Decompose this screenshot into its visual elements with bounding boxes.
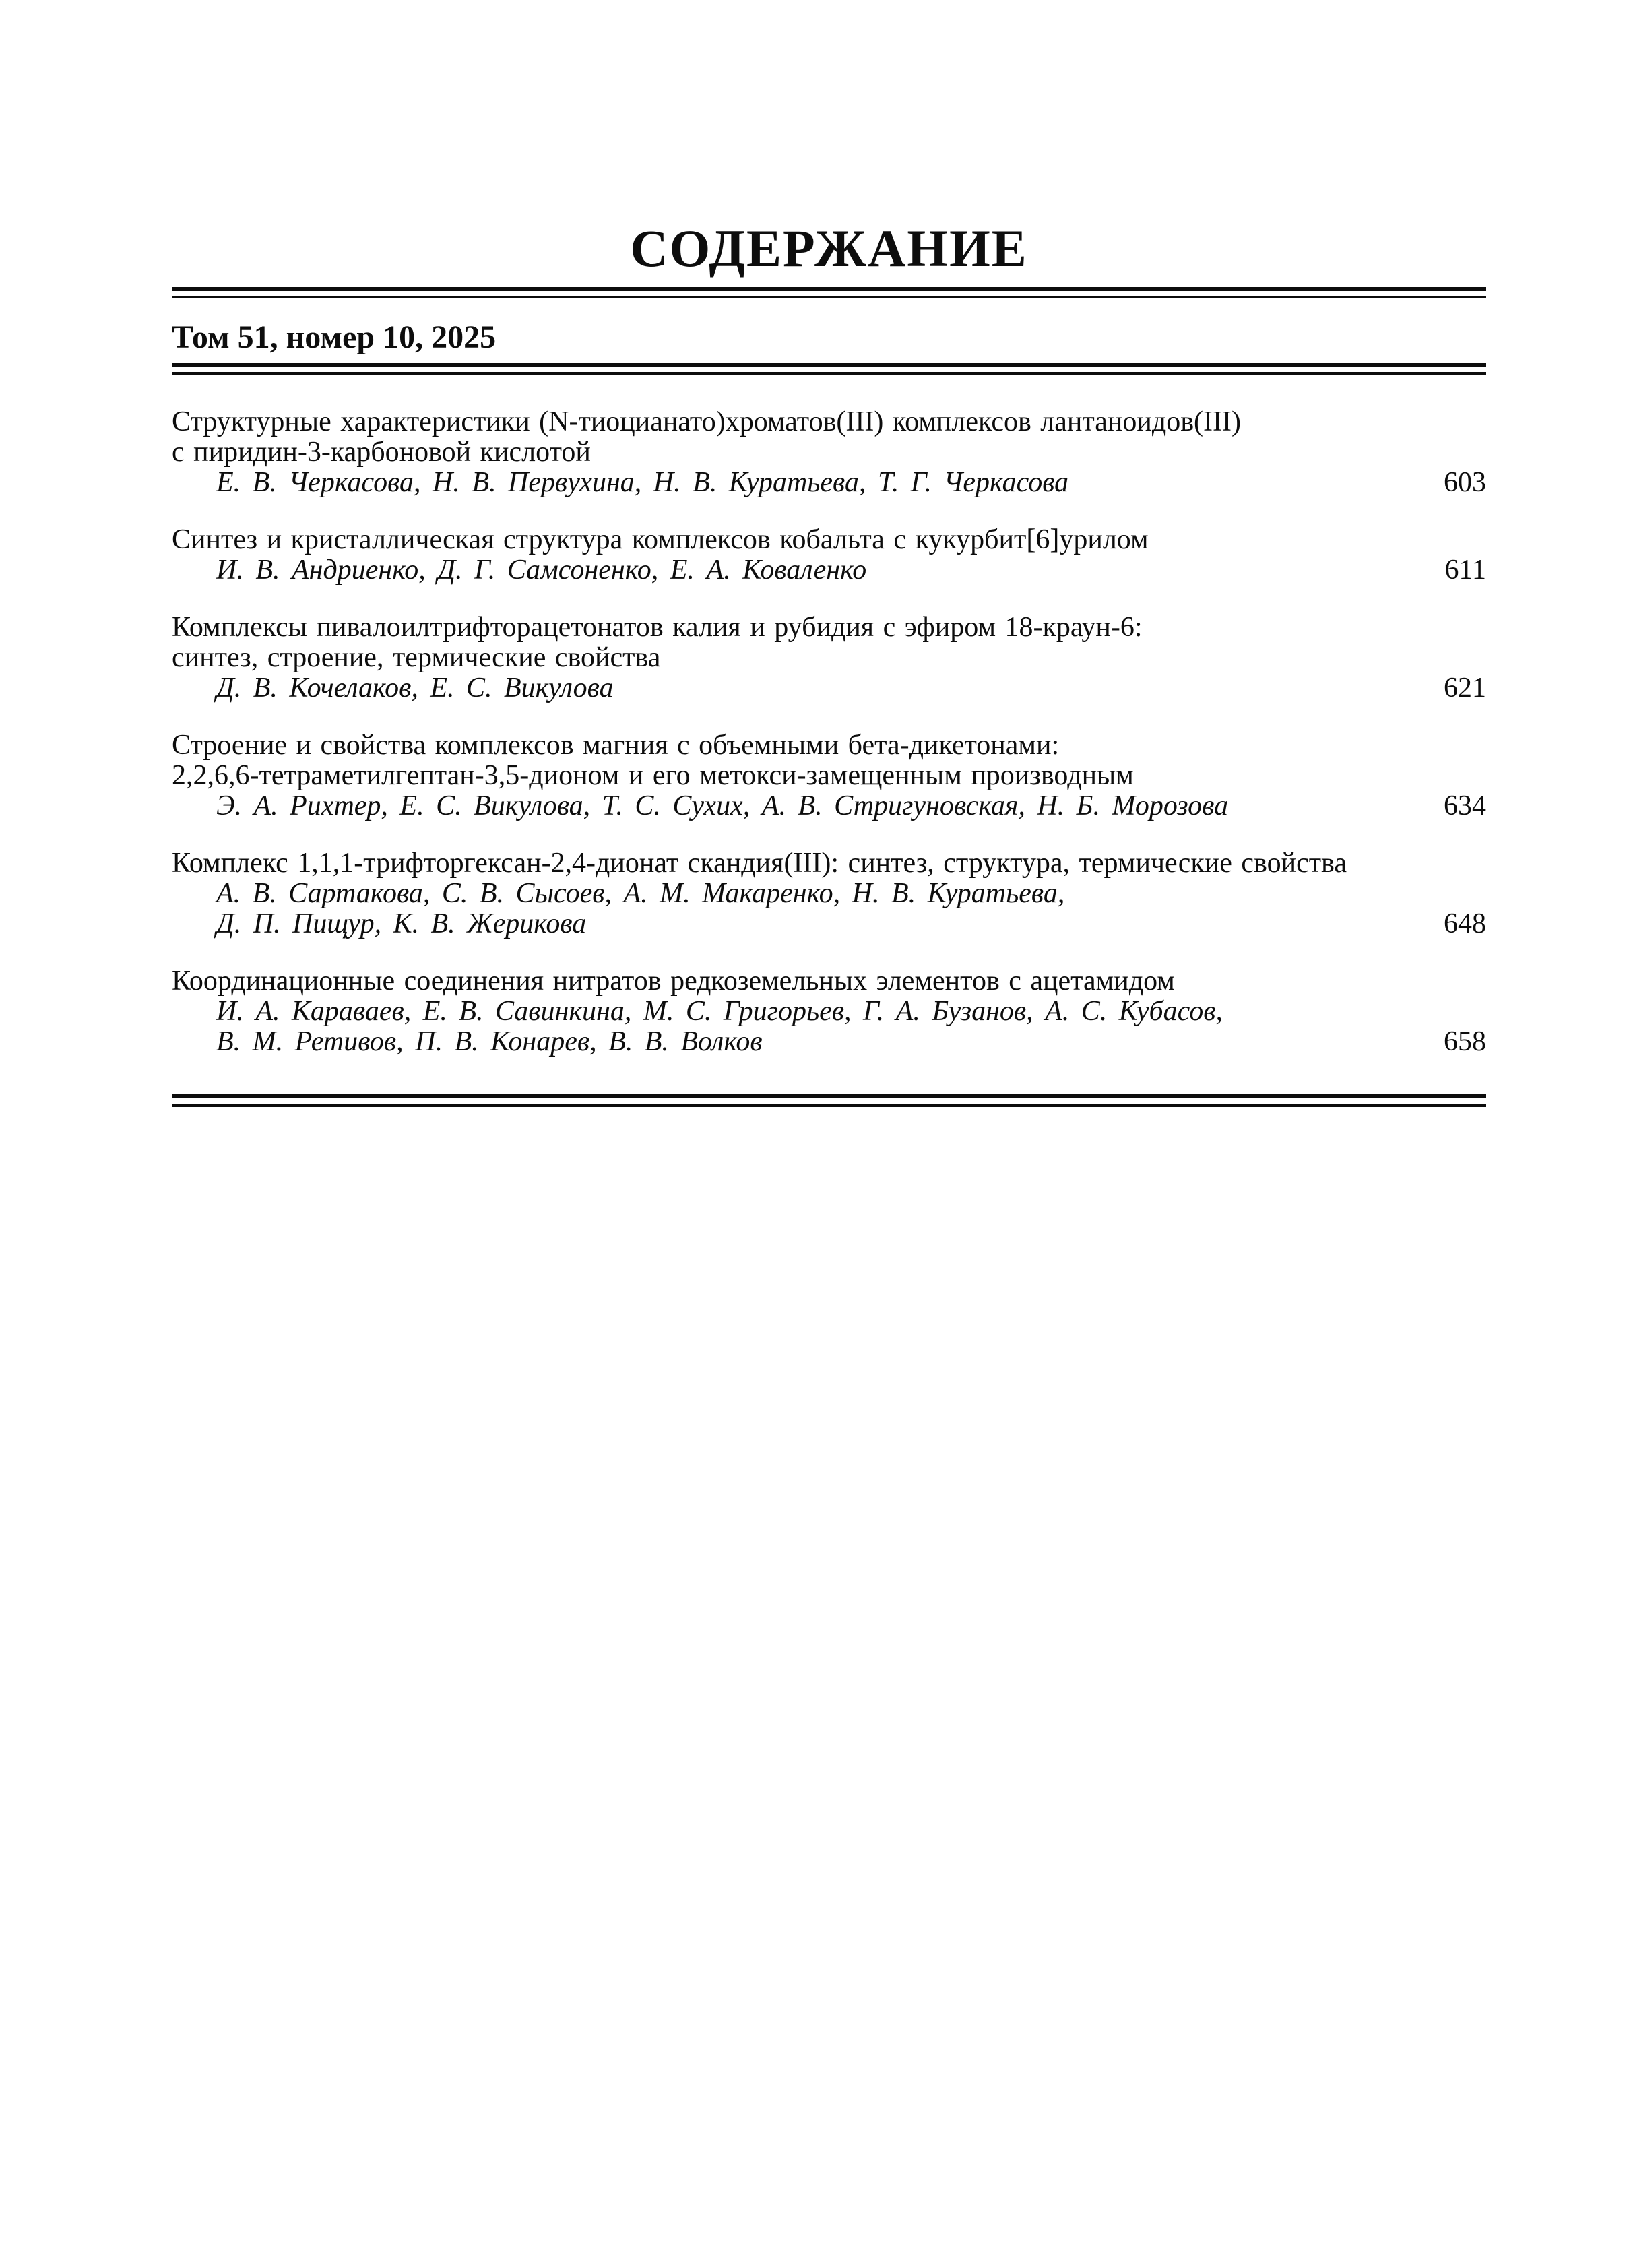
article-title-line: Строение и свойства комплексов магния с объемными бета-дикетонами: [172,730,1060,761]
article-authors-line: И. В. Андриенко, Д. Г. Самсоненко, Е. А. Коваленко [216,555,867,586]
article-authors-line: Д. П. Пищур, К. В. Жерикова [216,908,587,939]
article-page-number: 621 [1444,672,1486,703]
article-authors-line: А. В. Сартакова, С. В. Сысоев, А. М. Макаренко, Н. В. Куратьева, [216,878,1065,909]
page-title: СОДЕРЖАНИЕ [630,219,1028,278]
article-page-number: 634 [1444,790,1486,821]
divider-under-title [172,287,1486,298]
article-title [172,730,1486,791]
article-title-line: Комплекс 1,1,1-трифторгексан-2,4-дионат скандия(III): синтез, структура, термические свойства [172,848,1347,879]
article-authors [172,791,1486,821]
toc-entry [172,966,1486,1057]
article-title [172,407,1486,468]
divider-bottom [172,1094,1486,1107]
toc-entry [172,730,1486,821]
toc-entry [172,612,1486,703]
article-title-line: Синтез и кристаллическая структура комплексов кобальта с кукурбит[6]урилом [172,524,1149,555]
article-authors [172,879,1486,939]
toc-entry [172,407,1486,498]
article-authors-line: И. А. Караваев, Е. В. Савинкина, М. С. Григорьев, Г. А. Бузанов, А. С. Кубасов, [216,996,1223,1027]
article-title [172,966,1486,997]
article-page-number: 611 [1444,555,1486,586]
article-title-line: Комплексы пивалоилтрифторацетонатов калия и рубидия с эфиром 18-краун-6: [172,612,1143,643]
article-authors [172,997,1486,1057]
issue-line: Том 51, номер 10, 2025 [172,319,497,355]
toc-entry-list [172,407,1486,1057]
divider-under-issue [172,363,1486,375]
article-title-line: Структурные характеристики (N-тиоцианато)хроматов(III) комплексов лантаноидов(III) [172,406,1241,437]
article-page-number: 648 [1444,908,1486,939]
toc-entry [172,848,1486,939]
article-title-line: 2,2,6,6-тетраметилгептан-3,5-дионом и его метокси-замещенным производным [172,760,1134,791]
article-authors-line: В. М. Ретивов, П. В. Конарев, В. В. Волков [216,1026,763,1057]
article-authors-line: Е. В. Черкасова, Н. В. Первухина, Н. В. Куратьева, Т. Г. Черкасова [216,467,1069,498]
article-authors-line: Э. А. Рихтер, Е. С. Викулова, Т. С. Сухих, А. В. Стригуновская, Н. Б. Морозова [216,790,1229,821]
article-page-number: 658 [1444,1026,1486,1057]
article-authors-line: Д. В. Кочелаков, Е. С. Викулова [216,672,614,703]
article-title-line: с пиридин-3-карбоновой кислотой [172,437,591,468]
article-authors [172,673,1486,703]
article-title [172,525,1486,555]
article-title [172,848,1486,879]
article-authors [172,555,1486,586]
article-title [172,612,1486,673]
article-title-line: синтез, строение, термические свойства [172,642,661,673]
toc-entry [172,525,1486,586]
article-title-line: Координационные соединения нитратов редкоземельных элементов с ацетамидом [172,966,1175,997]
article-page-number: 603 [1444,467,1486,498]
article-authors [172,468,1486,498]
